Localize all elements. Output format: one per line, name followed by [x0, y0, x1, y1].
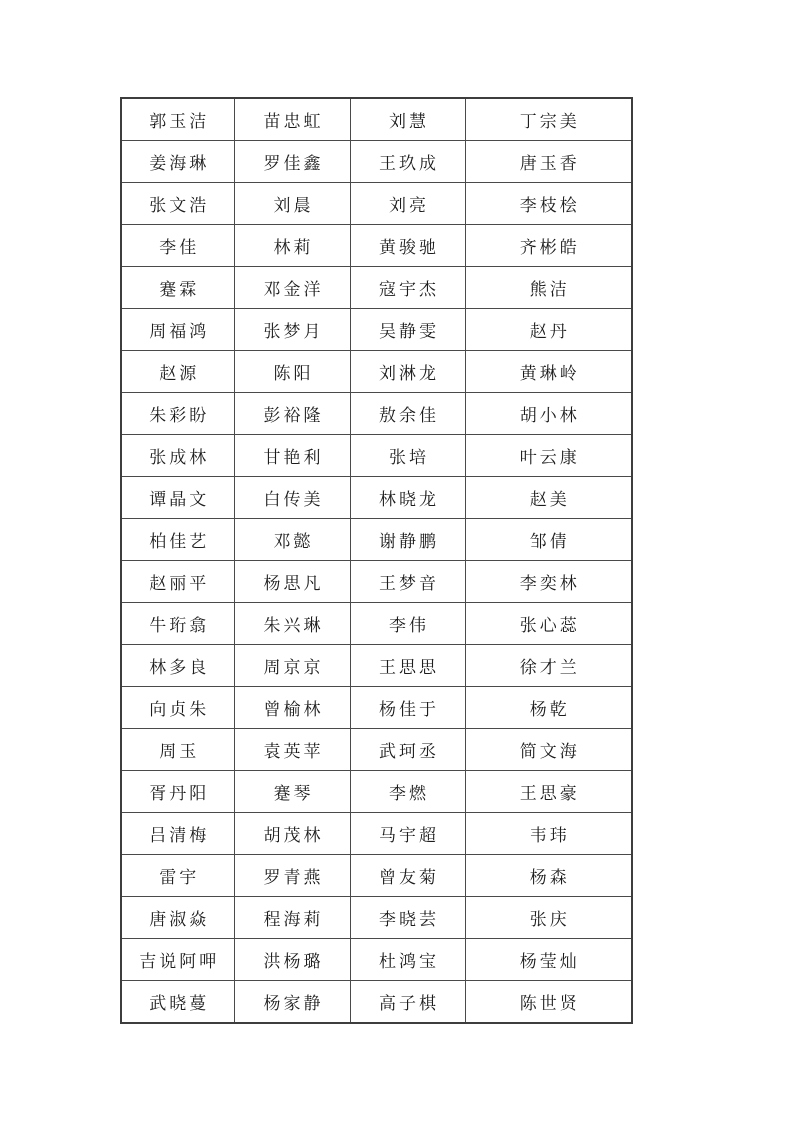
table-cell: 李佳 [121, 225, 234, 267]
table-cell: 罗佳鑫 [234, 141, 350, 183]
table-cell: 寇宇杰 [350, 267, 465, 309]
table-cell: 杨乾 [465, 687, 632, 729]
table-cell: 唐淑焱 [121, 897, 234, 939]
table-cell: 张培 [350, 435, 465, 477]
table-cell: 程海莉 [234, 897, 350, 939]
table-row [121, 897, 632, 939]
name-table-body [121, 98, 632, 1023]
table-row [121, 435, 632, 477]
table-cell: 马宇超 [350, 813, 465, 855]
table-cell: 邓懿 [234, 519, 350, 561]
table-cell: 王思思 [350, 645, 465, 687]
table-cell: 王玖成 [350, 141, 465, 183]
table-cell: 刘淋龙 [350, 351, 465, 393]
table-cell: 曾榆林 [234, 687, 350, 729]
table-row [121, 729, 632, 771]
table-cell: 蹇霖 [121, 267, 234, 309]
table-cell: 彭裕隆 [234, 393, 350, 435]
table-cell: 张文浩 [121, 183, 234, 225]
table-cell: 黄骏驰 [350, 225, 465, 267]
table-row [121, 519, 632, 561]
table-cell: 李奕林 [465, 561, 632, 603]
table-cell: 赵丹 [465, 309, 632, 351]
table-row [121, 939, 632, 981]
table-cell: 林莉 [234, 225, 350, 267]
table-cell: 赵源 [121, 351, 234, 393]
table-row [121, 603, 632, 645]
table-cell: 韦玮 [465, 813, 632, 855]
table-cell: 赵美 [465, 477, 632, 519]
table-cell: 熊洁 [465, 267, 632, 309]
table-cell: 杜鸿宝 [350, 939, 465, 981]
table-cell: 陈世贤 [465, 981, 632, 1024]
table-cell: 刘晨 [234, 183, 350, 225]
table-cell: 雷宇 [121, 855, 234, 897]
table-cell: 王思豪 [465, 771, 632, 813]
table-row [121, 183, 632, 225]
table-cell: 柏佳艺 [121, 519, 234, 561]
table-cell: 谢静鹏 [350, 519, 465, 561]
table-cell: 罗青燕 [234, 855, 350, 897]
table-cell: 李燃 [350, 771, 465, 813]
table-cell: 白传美 [234, 477, 350, 519]
table-cell: 牛珩翕 [121, 603, 234, 645]
table-cell: 曾友菊 [350, 855, 465, 897]
table-cell: 陈阳 [234, 351, 350, 393]
table-cell: 郭玉洁 [121, 98, 234, 141]
table-cell: 李晓芸 [350, 897, 465, 939]
table-row [121, 477, 632, 519]
table-row [121, 561, 632, 603]
table-cell: 简文海 [465, 729, 632, 771]
table-cell: 李枝桧 [465, 183, 632, 225]
table-cell: 叶云康 [465, 435, 632, 477]
table-cell: 张心蕊 [465, 603, 632, 645]
table-cell: 姜海琳 [121, 141, 234, 183]
table-cell: 朱兴琳 [234, 603, 350, 645]
table-cell: 齐彬皓 [465, 225, 632, 267]
table-cell: 洪杨璐 [234, 939, 350, 981]
table-cell: 胥丹阳 [121, 771, 234, 813]
table-row [121, 393, 632, 435]
table-cell: 徐才兰 [465, 645, 632, 687]
table-cell: 张成林 [121, 435, 234, 477]
table-cell: 杨佳于 [350, 687, 465, 729]
table-cell: 甘艳利 [234, 435, 350, 477]
table-cell: 向贞朱 [121, 687, 234, 729]
table-cell: 邓金洋 [234, 267, 350, 309]
table-cell: 谭晶文 [121, 477, 234, 519]
table-cell: 杨思凡 [234, 561, 350, 603]
table-row [121, 771, 632, 813]
table-cell: 胡茂林 [234, 813, 350, 855]
table-row [121, 981, 632, 1024]
table-row [121, 813, 632, 855]
table-row [121, 855, 632, 897]
table-cell: 苗忠虹 [234, 98, 350, 141]
table-row [121, 645, 632, 687]
table-cell: 赵丽平 [121, 561, 234, 603]
table-cell: 杨莹灿 [465, 939, 632, 981]
table-cell: 武晓蔓 [121, 981, 234, 1024]
table-row [121, 141, 632, 183]
table-cell: 杨家静 [234, 981, 350, 1024]
table-cell: 林晓龙 [350, 477, 465, 519]
table-cell: 唐玉香 [465, 141, 632, 183]
table-row [121, 98, 632, 141]
table-cell: 高子棋 [350, 981, 465, 1024]
table-cell: 武珂丞 [350, 729, 465, 771]
table-cell: 周福鸿 [121, 309, 234, 351]
table-cell: 杨森 [465, 855, 632, 897]
table-cell: 林多良 [121, 645, 234, 687]
table-row [121, 309, 632, 351]
table-row [121, 267, 632, 309]
table-row [121, 351, 632, 393]
table-row [121, 225, 632, 267]
table-cell: 吉说阿呷 [121, 939, 234, 981]
table-cell: 敖余佳 [350, 393, 465, 435]
table-cell: 张梦月 [234, 309, 350, 351]
table-cell: 蹇琴 [234, 771, 350, 813]
table-cell: 吴静雯 [350, 309, 465, 351]
table-cell: 邹倩 [465, 519, 632, 561]
table-cell: 周京京 [234, 645, 350, 687]
table-cell: 朱彩盼 [121, 393, 234, 435]
name-table [120, 97, 633, 1024]
table-cell: 吕清梅 [121, 813, 234, 855]
table-cell: 王梦音 [350, 561, 465, 603]
table-cell: 胡小林 [465, 393, 632, 435]
table-cell: 李伟 [350, 603, 465, 645]
table-cell: 刘慧 [350, 98, 465, 141]
table-row [121, 687, 632, 729]
table-cell: 袁英苹 [234, 729, 350, 771]
table-cell: 周玉 [121, 729, 234, 771]
table-cell: 丁宗美 [465, 98, 632, 141]
table-cell: 张庆 [465, 897, 632, 939]
table-cell: 黄琳岭 [465, 351, 632, 393]
table-cell: 刘亮 [350, 183, 465, 225]
